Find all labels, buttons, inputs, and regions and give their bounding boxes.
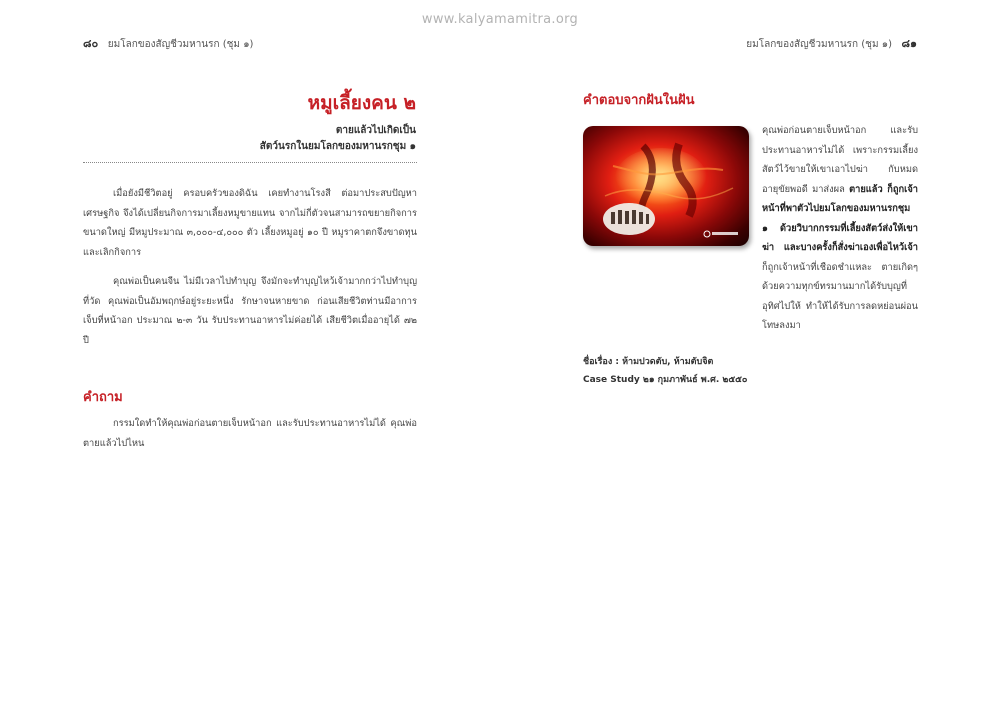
answer-text <box>762 121 918 336</box>
story-paragraph-2: คุณพ่อเป็นคนจีน ไม่มีเวลาไปทำบุญ จึงมักจะทำบุญไหว้เจ้ามากกว่าไปทำบุญที่วัด คุณพ่อเป็นอัมพฤกษ์อยู่ระยะหนึ่ง รักษาจนหายขาด ก่อนเสียชีวิตท่านมีอาการเจ็บที่หน้าอก ประมาณ ๒-๓ วัน รับประทานอาหารไม่ค่อยได้ เสียชีวิตเมื่ออายุได้ ๗๒ ปี <box>83 276 417 346</box>
story-subtitle-1: ตายแล้วไปเกิดเป็น <box>335 125 416 136</box>
title-divider <box>83 162 417 163</box>
right-book-title: ยมโลกของสัญชีวมหานรก (ชุม ๑) <box>746 39 892 50</box>
illustration-figures <box>583 126 749 246</box>
source-story-name: ชื่อเรื่อง : ห้ามปวดตับ, ห้ามตับจิต <box>583 357 714 367</box>
left-book-title: ยมโลกของสัญชีวมหานรก (ชุม ๑) <box>107 39 254 50</box>
left-page-number: ๘๐ <box>83 37 99 50</box>
answer-text-1: คุณพ่อก่อนตายเจ็บหน้าอก และรับประทานอาหารไม่ได้ เพราะกรรมเลี้ยงสัตว์ไว้ขายให้เขาเอาไปฆ่า กับหมดอายุขัยพอดี มาส่งผล <box>762 125 918 195</box>
answer-bold-text: ตายแล้ว ก็ถูกเจ้าหน้าที่พาตัวไปยมโลกของมหานรกชุม ๑ ด้วยวิบากกรรมที่เลี้ยงสัตว์ส่งให้เขาฆ่า และบางครั้งก็สั่งฆ่าเองเพื่อไหว้เจ้า <box>762 183 918 253</box>
site-url: www.kalyamamitra.org <box>421 12 579 27</box>
story-title: หมูเลี้ยงคน ๒ <box>307 92 416 114</box>
left-page-header <box>83 34 253 52</box>
question-heading: คำถาม <box>83 390 123 405</box>
story-paragraph-1: เมื่อยังมีชีวิตอยู่ ครอบครัวของดิฉัน เคยทำงานโรงสี ต่อมาประสบปัญหาเศรษฐกิจ จึงได้เปลี่ยนกิจการมาเลี้ยงหมูขายแทน จากไม่กี่ตัวจนสามารถขยายกิจการขนาดใหญ่ มีหมูประมาณ ๓,๐๐๐-๔,๐๐๐ ตัว เลี้ยงหมูอยู่ ๑๐ ปี หมูราคาตกจึงขาดทุน และเลิกกิจการ <box>83 188 417 258</box>
source-case-study: Case Study ๒๑ กุมภาพันธ์ พ.ศ. ๒๕๕๐ <box>583 375 748 385</box>
right-page-number: ๘๑ <box>901 37 917 50</box>
right-page-header <box>746 34 917 52</box>
illustration-image <box>583 126 749 246</box>
story-subtitle-2: สัตว์นรกในยมโลกของมหานรกชุม ๑ <box>259 141 416 152</box>
answer-heading: คำตอบจากฝันในฝัน <box>583 93 695 108</box>
question-text: กรรมใดทำให้คุณพ่อก่อนตายเจ็บหน้าอก และรับประทานอาหารไม่ได้ คุณพ่อตายแล้วไปไหน <box>83 418 417 449</box>
answer-text-2: ก็ถูกเจ้าหน้าที่เชือดชำแหละ ตายเกิดๆ ด้วยความทุกข์ทรมานมากได้รับบุญที่อุทิศไปให้ ทำให้ได้รับการลดหย่อนผ่อนโทษลงมา <box>762 261 918 331</box>
